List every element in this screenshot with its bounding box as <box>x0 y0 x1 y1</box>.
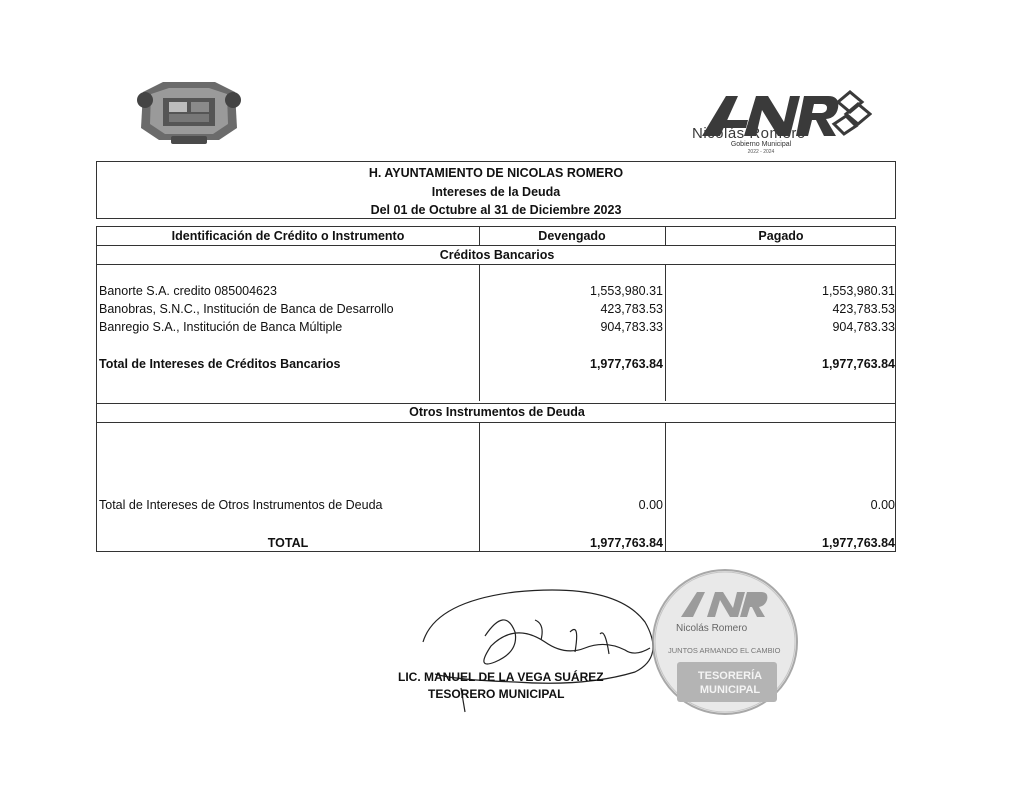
interest-table <box>96 226 896 552</box>
anr-brand-name: Nicolás Romero <box>692 125 806 142</box>
coat-of-arms-logo <box>133 80 245 146</box>
signer-name: LIC. MANUEL DE LA VEGA SUÁREZ <box>398 670 604 684</box>
stamp-circle-text: JUNTOS ARMANDO EL CAMBIO <box>668 646 781 655</box>
anr-brand-years: 2022 - 2024 <box>747 149 775 155</box>
row-pagado: 423,783.53 <box>832 302 895 316</box>
row-pagado: 904,783.33 <box>832 320 895 334</box>
signer-position: TESORERO MUNICIPAL <box>428 687 565 701</box>
subtotal-pagado: 1,977,763.84 <box>822 357 895 371</box>
grand-total-devengado: 1,977,763.84 <box>590 536 663 550</box>
subtotal-label: Total de Intereses de Otros Instrumentos de Deuda <box>99 498 383 512</box>
column-header-pagado: Pagado <box>758 229 804 243</box>
row-name: Banorte S.A. credito 085004623 <box>99 284 277 298</box>
section-title-bancarios: Créditos Bancarios <box>439 248 555 262</box>
report-subject: Intereses de la Deuda <box>431 185 561 199</box>
anr-brand-logo <box>686 88 872 166</box>
subtotal-pagado: 0.00 <box>870 498 895 512</box>
subtotal-devengado: 1,977,763.84 <box>590 357 663 371</box>
column-header-devengado: Devengado <box>538 229 606 243</box>
stamp-office-line1: TESORERÍA <box>697 670 763 682</box>
report-header <box>96 161 896 219</box>
row-name: Banobras, S.N.C., Institución de Banca de Desarrollo <box>99 302 394 316</box>
row-pagado: 1,553,980.31 <box>822 284 895 298</box>
subtotal-devengado: 0.00 <box>638 498 663 512</box>
grand-total-label: TOTAL <box>267 536 309 550</box>
row-name: Banregio S.A., Institución de Banca Múltiple <box>99 320 343 334</box>
subtotal-label: Total de Intereses de Créditos Bancarios <box>99 357 341 371</box>
report-period: Del 01 de Octubre al 31 de Diciembre 2023 <box>370 203 622 217</box>
row-devengado: 1,553,980.31 <box>590 284 663 298</box>
entity-title: H. AYUNTAMIENTO DE NICOLAS ROMERO <box>368 166 624 180</box>
grand-total-pagado: 1,977,763.84 <box>822 536 895 550</box>
anr-brand-tagline: Gobierno Municipal <box>730 141 792 148</box>
stamp-brand-name: Nicolás Romero <box>676 623 748 634</box>
column-header-identificacion: Identificación de Crédito o Instrumento <box>171 229 405 243</box>
row-devengado: 423,783.53 <box>600 302 663 316</box>
section-title-otros: Otros Instrumentos de Deuda <box>409 405 585 419</box>
stamp-office-line2: MUNICIPAL <box>699 684 761 696</box>
row-devengado: 904,783.33 <box>600 320 663 334</box>
